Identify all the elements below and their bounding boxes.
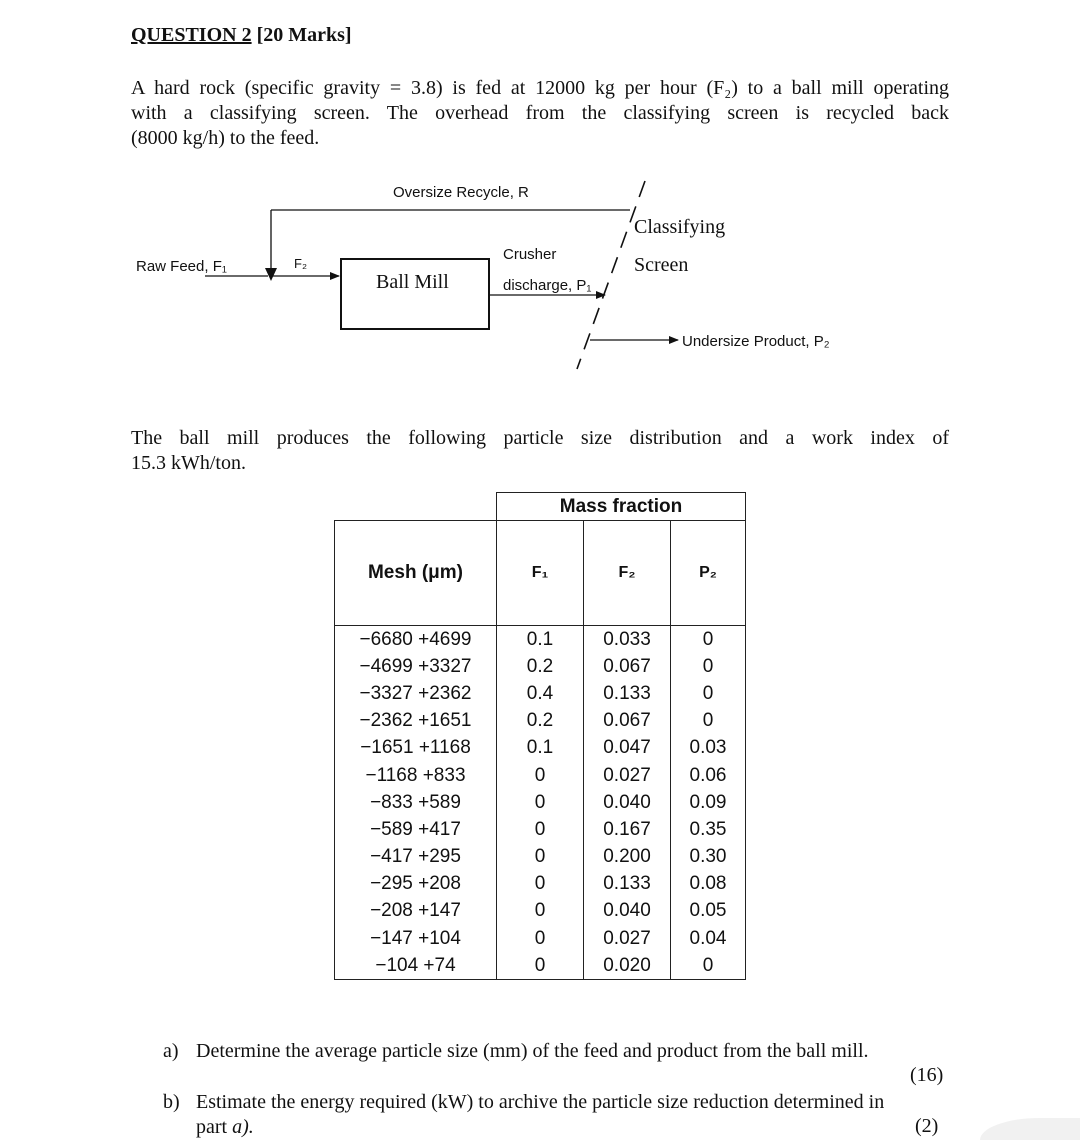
question-b-text-line-2 (196, 1115, 254, 1140)
column-header-f2: F₂ (584, 521, 671, 626)
oversize-recycle-label: Oversize Recycle, R (393, 184, 529, 201)
table-cell-f2: 0.027 (584, 925, 671, 952)
table-cell-mesh: −589 +417 (335, 816, 497, 843)
undersize-product-label: Undersize Product, P₂ (682, 333, 830, 350)
intro-line-1: A hard rock (specific gravity = 3.8) is fed at 12000 kg per hour (F₂) to a ball mill operating (131, 77, 949, 99)
table-body (335, 626, 746, 980)
question-number: QUESTION 2 (131, 24, 252, 46)
question-marks: [20 Marks] (256, 24, 352, 46)
table-row (335, 816, 746, 843)
table-cell-p2: 0 (671, 952, 746, 980)
table-cell-mesh: −104 +74 (335, 952, 497, 980)
column-header-p2: P₂ (671, 521, 746, 626)
column-header-f1: F₁ (497, 521, 584, 626)
table-cell-p2: 0.04 (671, 925, 746, 952)
table-cell-f2: 0.040 (584, 898, 671, 925)
table-cell-p2: 0.05 (671, 898, 746, 925)
table-row (335, 952, 746, 980)
question-heading (131, 24, 352, 47)
classifying-label: Classifying (634, 216, 726, 238)
question-b-marks: (2) (915, 1115, 939, 1137)
question-a-text: Determine the average particle size (mm) of the feed and product from the ball mill. (196, 1040, 869, 1062)
table-cell-f1: 0.1 (497, 735, 584, 762)
table-cell-mesh: −208 +147 (335, 898, 497, 925)
table-cell-f1: 0.2 (497, 708, 584, 735)
table-cell-f1: 0 (497, 844, 584, 871)
table-cell-mesh: −833 +589 (335, 789, 497, 816)
question-b-letter: b) (163, 1091, 180, 1113)
table-cell-f2: 0.133 (584, 680, 671, 707)
table-row (335, 871, 746, 898)
table-cell-p2: 0.08 (671, 871, 746, 898)
table-blank-cell (335, 493, 497, 521)
table-cell-f1: 0.1 (497, 626, 584, 654)
table-cell-mesh: −147 +104 (335, 925, 497, 952)
table-cell-p2: 0.06 (671, 762, 746, 789)
intro-line-2: with a classifying screen. The overhead from the classifying screen is recycled back (131, 102, 949, 124)
table-cell-f2: 0.047 (584, 735, 671, 762)
mass-fraction-header: Mass fraction (497, 493, 746, 521)
table-cell-f1: 0 (497, 871, 584, 898)
table-row (335, 762, 746, 789)
table-cell-p2: 0 (671, 626, 746, 654)
recycle-arrow-icon (265, 268, 277, 281)
discharge-label: discharge, P₁ (503, 277, 592, 294)
table-cell-p2: 0.30 (671, 844, 746, 871)
table-cell-mesh: −1651 +1168 (335, 735, 497, 762)
table-cell-f1: 0 (497, 952, 584, 980)
question-b-part-ref: a). (232, 1116, 254, 1138)
table-cell-f2: 0.020 (584, 952, 671, 980)
table-row (335, 844, 746, 871)
screen-label: Screen (634, 254, 689, 276)
table-cell-f2: 0.040 (584, 789, 671, 816)
question-b-part-word: part (196, 1116, 233, 1138)
f2-label: F₂ (294, 256, 307, 271)
table-row (335, 789, 746, 816)
table-cell-f2: 0.133 (584, 871, 671, 898)
table-cell-f2: 0.200 (584, 844, 671, 871)
table-row (335, 898, 746, 925)
table-cell-mesh: −417 +295 (335, 844, 497, 871)
viewer-scroll-corner (980, 1118, 1080, 1140)
table-row (335, 708, 746, 735)
table-row (335, 735, 746, 762)
table-cell-p2: 0 (671, 653, 746, 680)
table-cell-mesh: −4699 +3327 (335, 653, 497, 680)
column-header-mesh: Mesh (μm) (335, 521, 497, 626)
table-cell-p2: 0 (671, 708, 746, 735)
question-a-marks: (16) (910, 1064, 944, 1086)
table-row (335, 626, 746, 654)
table-cell-mesh: −295 +208 (335, 871, 497, 898)
table-row (335, 925, 746, 952)
table-cell-f1: 0 (497, 898, 584, 925)
description-paragraph (131, 426, 949, 476)
crusher-label: Crusher (503, 246, 557, 263)
process-flow-diagram (0, 170, 1080, 380)
question-b-text-line-1: Estimate the energy required (kW) to archive the particle size reduction determined in (196, 1091, 885, 1113)
ball-mill-label: Ball Mill (376, 271, 449, 293)
table-column-header-row (335, 521, 746, 626)
table-cell-f1: 0.4 (497, 680, 584, 707)
description-line-2: 15.3 kWh/ton. (131, 452, 246, 474)
table-cell-p2: 0.35 (671, 816, 746, 843)
ball-mill-box (341, 259, 489, 329)
table-cell-f1: 0 (497, 816, 584, 843)
table-row (335, 653, 746, 680)
table-cell-f1: 0 (497, 789, 584, 816)
intro-paragraph (131, 76, 949, 151)
table-cell-mesh: −1168 +833 (335, 762, 497, 789)
table-cell-p2: 0.03 (671, 735, 746, 762)
table-cell-mesh: −2362 +1651 (335, 708, 497, 735)
table-row (335, 680, 746, 707)
table-group-header-row (335, 493, 746, 521)
table-cell-mesh: −3327 +2362 (335, 680, 497, 707)
particle-size-table (334, 492, 746, 980)
table-cell-f1: 0.2 (497, 653, 584, 680)
table-cell-f1: 0 (497, 762, 584, 789)
table-cell-f1: 0 (497, 925, 584, 952)
table-cell-p2: 0.09 (671, 789, 746, 816)
table-cell-f2: 0.033 (584, 626, 671, 654)
table-cell-mesh: −6680 +4699 (335, 626, 497, 654)
description-line-1: The ball mill produces the following particle size distribution and a work index of (131, 427, 949, 449)
table-cell-f2: 0.067 (584, 708, 671, 735)
raw-feed-label: Raw Feed, F₁ (136, 258, 227, 275)
table-cell-f2: 0.167 (584, 816, 671, 843)
table-cell-f2: 0.027 (584, 762, 671, 789)
table-cell-f2: 0.067 (584, 653, 671, 680)
table-cell-p2: 0 (671, 680, 746, 707)
intro-line-3: (8000 kg/h) to the feed. (131, 127, 320, 149)
question-a-letter: a) (163, 1040, 179, 1062)
